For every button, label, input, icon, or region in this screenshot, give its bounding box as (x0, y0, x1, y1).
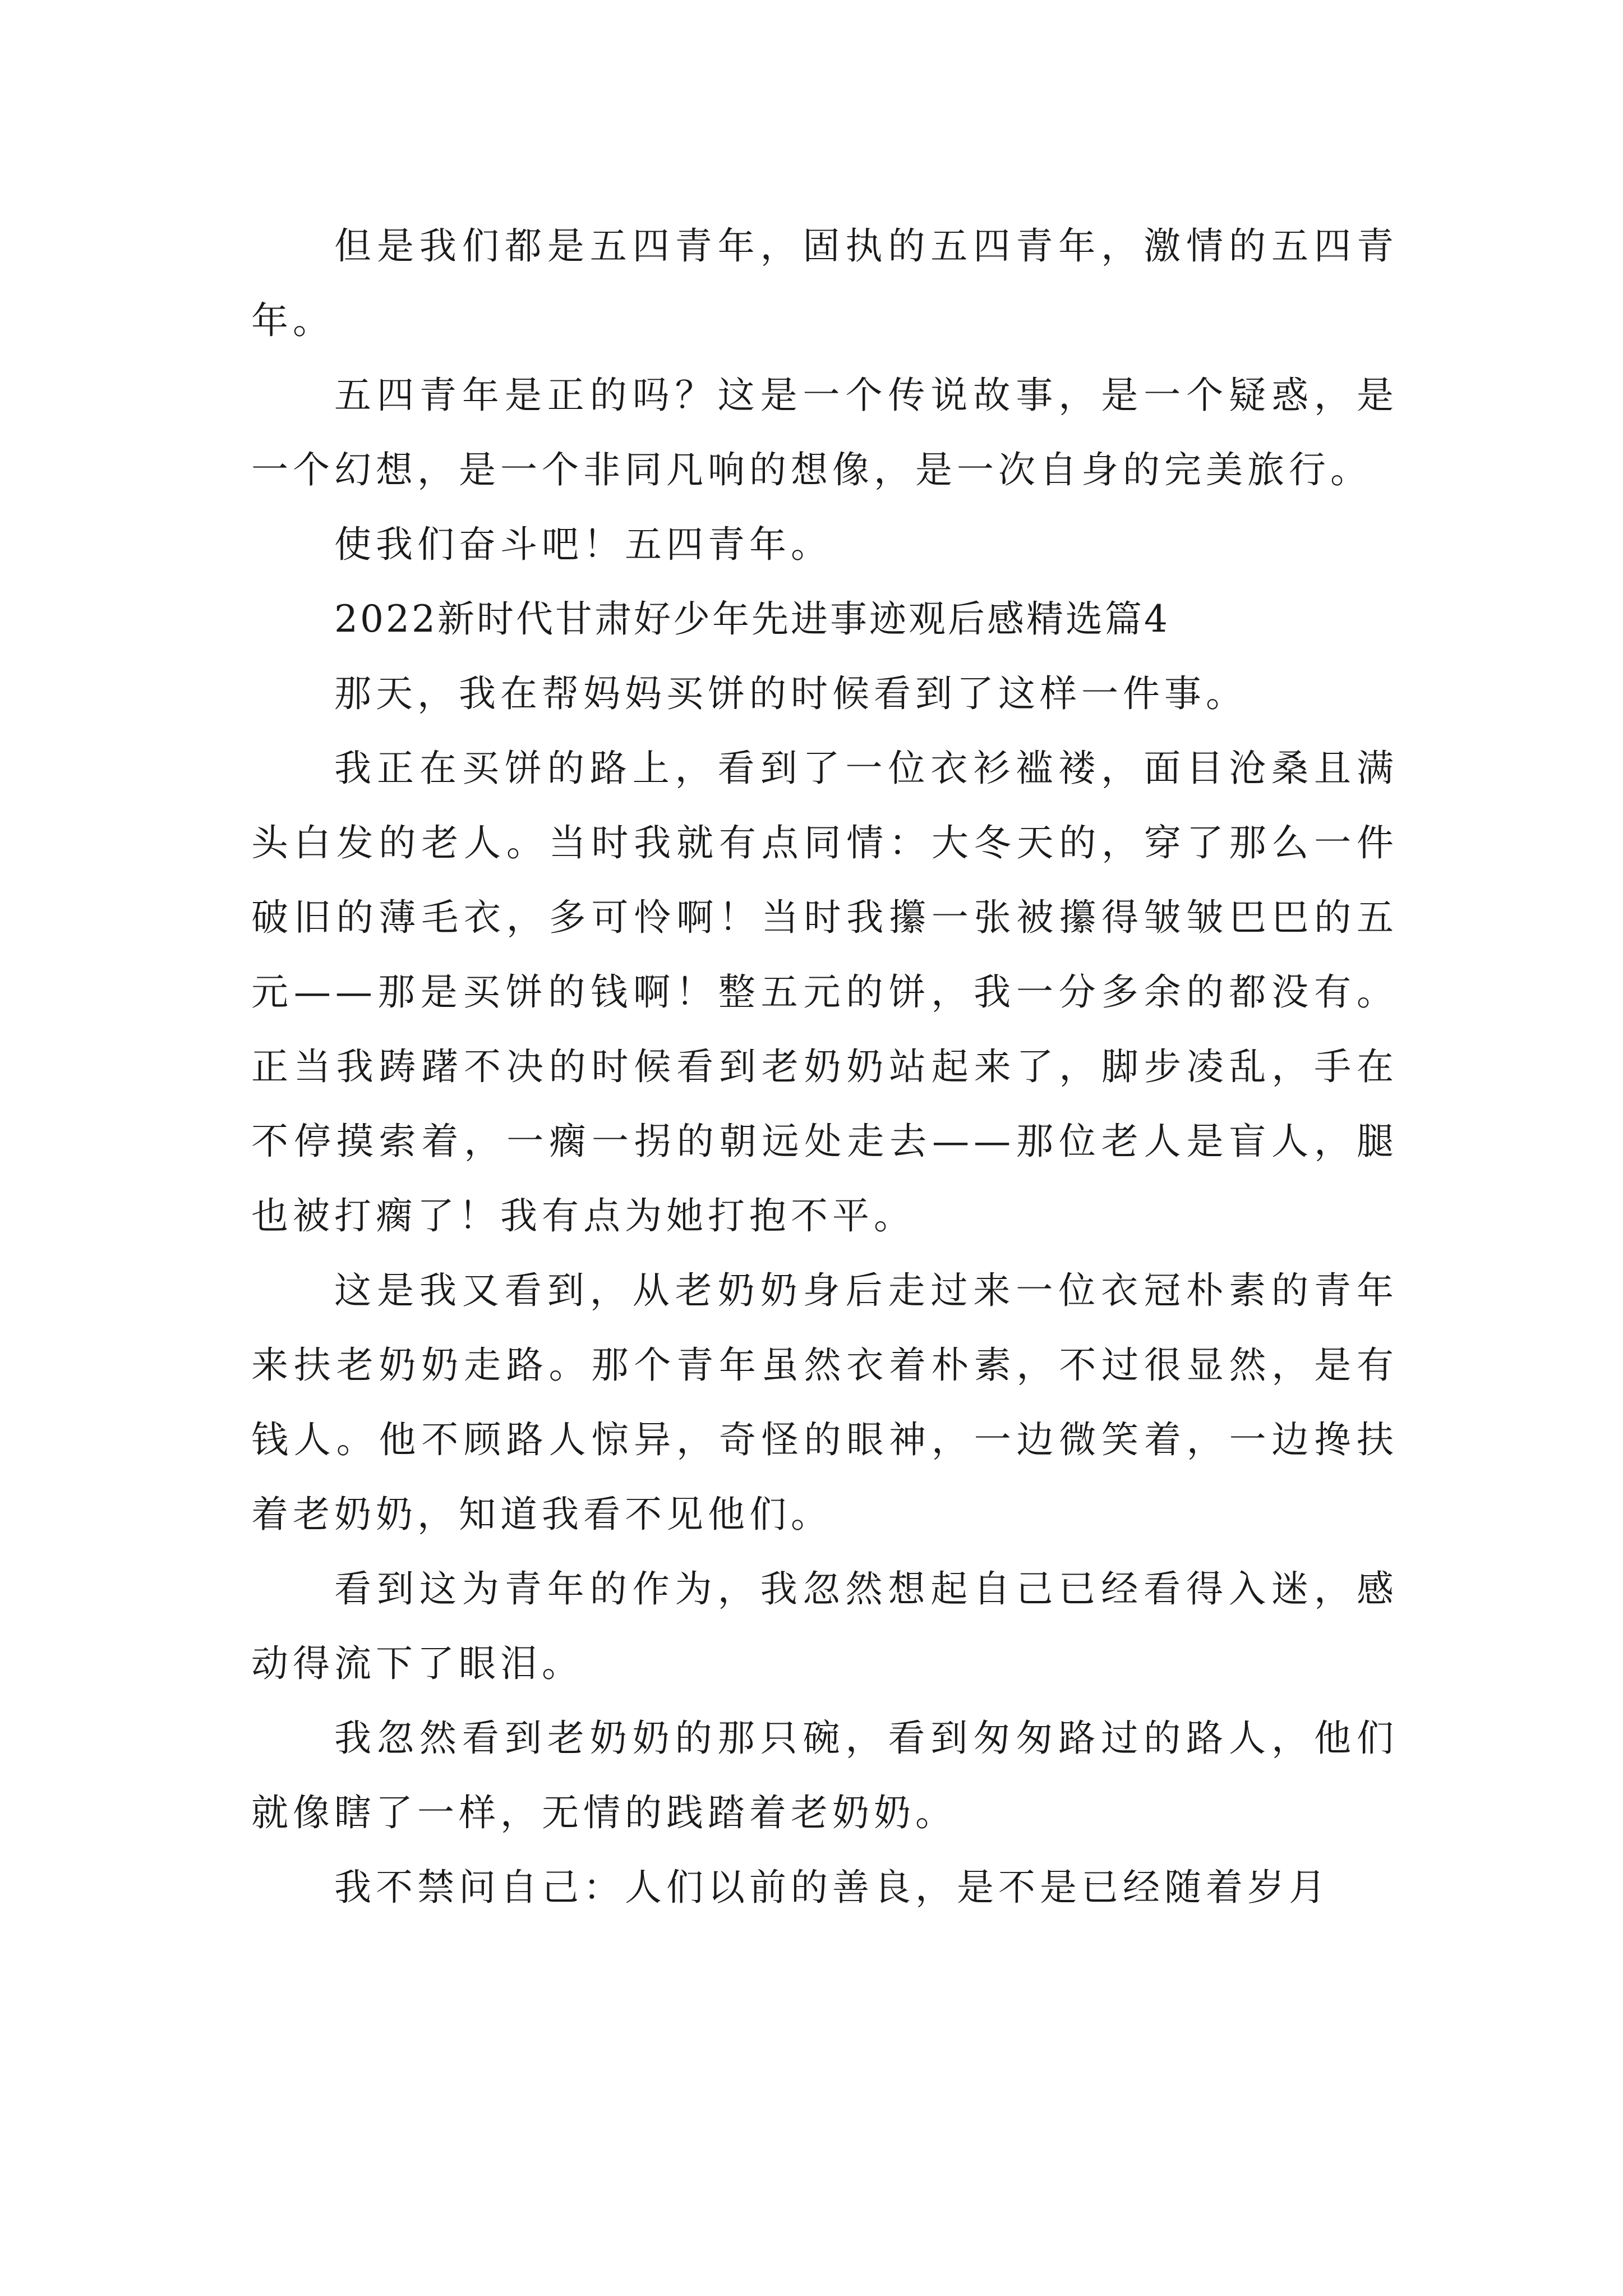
paragraph: 我忽然看到老奶奶的那只碗，看到匆匆路过的路人，他们就像瞎了一样，无情的践踏着老奶奶。 (251, 1717, 1398, 1834)
section-heading: 2022新时代甘肃好少年先进事迹观后感精选篇4 (334, 597, 1170, 641)
paragraph: 使我们奋斗吧！五四青年。 (334, 523, 832, 566)
paragraph: 这是我又看到，从老奶奶身后走过来一位衣冠朴素的青年来扶老奶奶走路。那个青年虽然衣着朴素，不过很显然，是有钱人。他不顾路人惊异，奇怪的眼神，一边微笑着，一边搀扶着老奶奶，知道我看不见他们。 (251, 1269, 1398, 1536)
paragraph: 看到这为青年的作为，我忽然想起自己已经看得入迷，感动得流下了眼泪。 (251, 1567, 1398, 1685)
paragraph: 我正在买饼的路上，看到了一位衣衫褴褛，面目沧桑且满头白发的老人。当时我就有点同情：大冬天的，穿了那么一件破旧的薄毛衣，多可怜啊！当时我攥一张被攥得皱皱巴巴的五元——那是买饼的钱啊！整五元的饼，我一分多余的都没有。正当我踌躇不决的时候看到老奶奶站起来了，脚步凌乱，手在不停摸索着，一瘸一拐的朝远处走去——那位老人是盲人，腿也被打瘸了！我有点为她打抱不平。 (251, 747, 1398, 1237)
document-body (251, 209, 1398, 1925)
paragraph: 五四青年是正的吗？这是一个传说故事，是一个疑惑，是一个幻想，是一个非同凡响的想像，是一次自身的完美旅行。 (251, 374, 1398, 491)
paragraph: 但是我们都是五四青年，固执的五四青年，激情的五四青年。 (251, 224, 1398, 342)
paragraph: 那天，我在帮妈妈买饼的时候看到了这样一件事。 (334, 672, 1247, 715)
paragraph: 我不禁问自己：人们以前的善良，是不是已经随着岁月 (334, 1866, 1330, 1909)
